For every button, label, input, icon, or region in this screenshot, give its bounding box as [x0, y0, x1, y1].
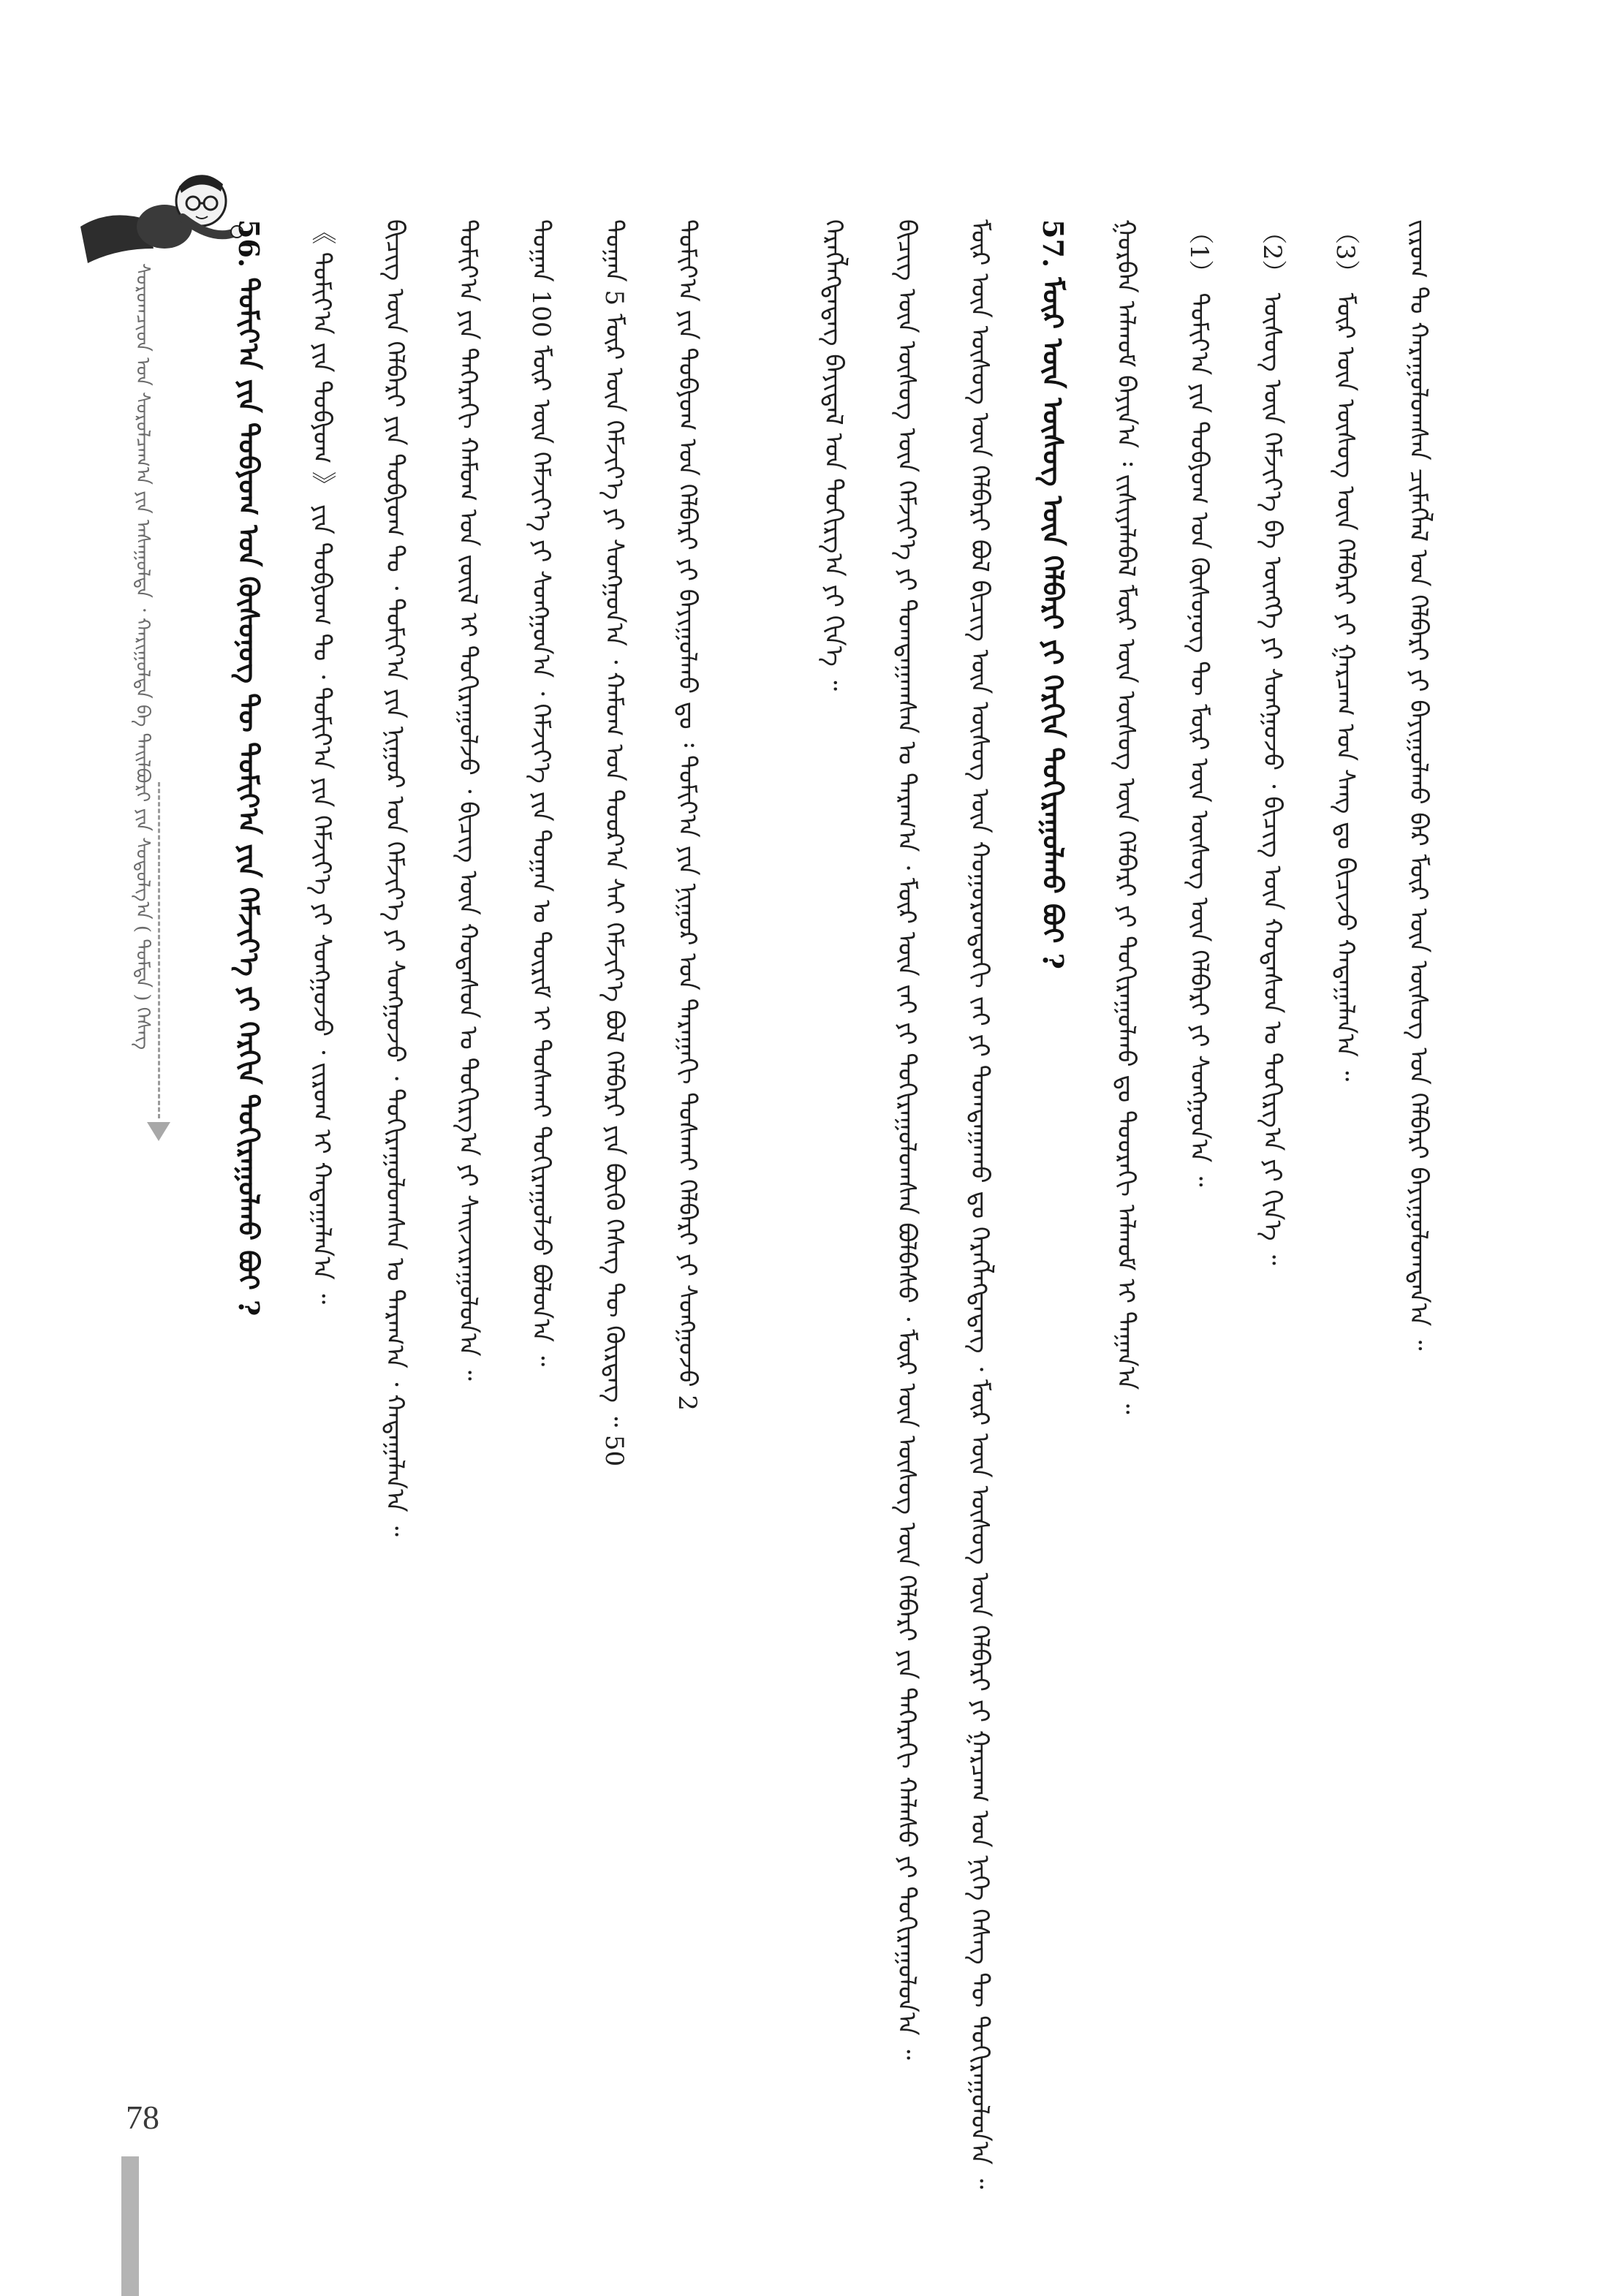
running-head-text: ᠰᠤᠷᠤᠭᠴᠢᠳ ᠤᠨ ᠰᠤᠷᠤᠯᠴᠠᠭ᠎ᠠ ᠶᠢᠨ ᠠᠰᠠᠭᠤᠯᠲᠠ ᠂ ᠬᠠᠷᠢᠭᠤᠯᠲᠠ ᠪᠠ ᠲᠠᠢᠯᠪᠤᠷᠢ ᠶᠢᠨ ᠰᠤᠳᠤᠯᠭ᠎ᠠ ( ᠳᠤᠮᠳᠠ ) ᠬᠡᠰᠡᠭ	[132, 263, 154, 1050]
page-number: 78	[126, 2099, 159, 2136]
text-column: ᠪᠢᠴᠢᠭ ᠦᠨ ᠬᠡᠯᠪᠡᠷᠢ ᠶᠢᠨ ᠲᠣᠪᠶᠣᠭ ᠲᠤ ᠂ ᠲᠣᠮᠢᠶ᠎ᠠ ᠶᠢᠨ ᠨᠢᠭᠤᠷ ᠤᠨ ᠬᠡᠮᠵᠢᠶ᠎ᠡ ᠶᠢ ᠰᠣᠩᠭᠣᠵᠤ ᠂ ᠲᠣᠬᠢᠷᠠᠭᠤᠯᠤᠭᠰᠠᠨ ᠤ ᠳᠠᠷᠠᠭ᠎ᠠ ᠂ ᠬᠠᠳᠠᠭᠠᠯᠠᠨ᠎ᠠ ᠃	[380, 219, 409, 1537]
text-column: ᠮᠥᠷ ᠦᠨ ᠦᠰᠦᠭ ᠦᠨ ᠬᠡᠯᠪᠡᠷᠢ ᠪᠣᠯ ᠪᠢᠴᠢᠭ ᠦᠨ ᠦᠰᠦᠭ ᠦᠨ ᠬᠣᠭᠣᠷᠣᠨᠳᠣᠬᠢ ᠵᠠᠢ ᠶᠢ ᠲᠣᠭᠲᠠᠭᠠᠬᠤ ᠳᠤ ᠬᠡᠷᠡᠭᠯᠡᠭᠳᠡᠳᠡᠭ ᠂ ᠮᠥᠷ ᠦᠨ ᠦᠰᠦᠭ ᠦᠨ ᠬᠡᠯᠪᠡᠷᠢ ᠶᠢ ᠭᠠᠷᠴᠠᠭ ᠤᠨ ᠨᠢᠭᠡ ᠬᠡᠰᠡᠭ ᠲᠦ ᠲᠣᠬᠢᠷᠠᠭᠤᠯᠤᠨ᠎ᠠ ᠃	[965, 219, 994, 2189]
text-column: （2） ᠦᠰᠦᠭ ᠦᠨ ᠬᠡᠮᠵᠢᠶ᠎ᠡ ᠪᠠ ᠥᠩᠭᠡ ᠶᠢ ᠰᠣᠩᠭᠣᠵᠤ ᠂ ᠪᠢᠴᠢᠭ ᠦᠨ ᠬᠤᠳᠠᠰᠤᠨ ᠤ ᠲᠣᠬᠢᠷᠭ᠎ᠠ ᠶᠢ ᠬᠢᠨ᠎ᠡ ᠃	[1257, 219, 1287, 1265]
text-column	[738, 219, 782, 2193]
text-column: （3） ᠮᠥᠷ ᠦᠨ ᠦᠰᠦᠭ ᠦᠨ ᠬᠡᠯᠪᠡᠷᠢ ᠶᠢ ᠭᠠᠷᠴᠠᠭ ᠤᠨ ᠰᠠᠩ ᠳᠤ ᠪᠢᠴᠢᠵᠦ ᠬᠠᠳᠠᠭᠠᠯᠠᠨ᠎ᠠ ᠃	[1331, 219, 1360, 1082]
running-head-divider	[158, 782, 160, 1118]
text-column: ᠲᠣᠭᠠᠨ 100 ᠮᠦᠷ ᠦᠨ ᠬᠡᠮᠵᠢᠶ᠎ᠡ ᠶᠢ ᠰᠣᠩᠭᠣᠨ᠎ᠠ ᠂ ᠬᠡᠮᠵᠢᠶ᠎ᠡ ᠶᠢᠨ ᠲᠣᠭᠠᠨ ᠤ ᠳᠦᠷᠢᠮ ᠢ ᠲᠤᠰᠬᠠᠢ ᠲᠣᠬᠢᠷᠠᠭᠤᠯᠵᠤ ᠪᠣᠯᠣᠨ᠎ᠠ ᠃	[526, 219, 556, 1367]
text-column: ᠬᠡᠷᠡᠭᠯᠡᠭᠳᠡᠳᠡᠭ ᠪᠠᠶᠢᠳᠠᠯ ᠤᠨ ᠲᠣᠬᠢᠷᠭ᠎ᠠ ᠶᠢ ᠬᠢᠨ᠎ᠡ ᠃	[819, 219, 848, 691]
text-column: 《 ᠲᠣᠮᠢᠶ᠎ᠠ ᠶᠢᠨ ᠲᠣᠪᠶᠣᠭ 》 ᠶᠢᠨ ᠲᠣᠪᠶᠣᠭ ᠲᠤ ᠂ ᠲᠣᠮᠢᠶ᠎ᠠ ᠶᠢᠨ ᠬᠡᠮᠵᠢᠶ᠎ᠡ ᠶᠢ ᠰᠣᠩᠭᠣᠵᠤ ᠂ ᠵᠢᠷᠤᠭ ᠢ ᠬᠠᠳᠠᠭᠠᠯᠠᠨ᠎ᠠ ᠃	[307, 219, 336, 1305]
margin-bar	[121, 2156, 139, 2296]
text-column: （1） ᠲᠣᠮᠢᠶ᠎ᠠ ᠶᠢᠨ ᠲᠣᠪᠶᠣᠭ ᠤᠨ ᠬᠦᠰᠦᠨᠦᠭ ᠲᠦ ᠮᠥᠷ ᠦᠨ ᠦᠰᠦᠭ ᠦᠨ ᠬᠡᠯᠪᠡᠷᠢ ᠶᠢ ᠰᠣᠩᠭᠣᠨ᠎ᠠ ᠃	[1184, 219, 1214, 1187]
question-heading: 57. ᠮᠥᠷ ᠦᠨ ᠦᠰᠦᠭ ᠦᠨ ᠬᠡᠯᠪᠡᠷᠢ ᠶᠢ ᠬᠡᠷᠬᠢᠨ ᠲᠣᠬᠢᠷᠠᠭᠤᠯᠬᠤ ᠪᠣᠢ ?	[1037, 219, 1070, 969]
text-column: ᠭᠤᠷᠪᠠᠨ ᠠᠯᠬᠤᠮ ᠪᠠᠶᠢᠨ᠎ᠠ ᠄ ᠵᠢᠱᠢᠶᠡᠯᠡᠪᠡᠯ ᠮᠥᠷ ᠦᠨ ᠦᠰᠦᠭ ᠦᠨ ᠬᠡᠯᠪᠡᠷᠢ ᠶᠢ ᠲᠣᠬᠢᠷᠠᠭᠤᠯᠬᠤ ᠳᠤ ᠳᠣᠣᠷᠠᠬᠢ ᠠᠯᠬᠤᠮ ᠢ ᠳᠠᠭᠠᠨ᠎ᠠ ᠃	[1111, 219, 1140, 1414]
question-heading: 56. ᠲᠣᠮᠢᠶ᠎ᠠ ᠶᠢᠨ ᠲᠣᠪᠶᠣᠭ ᠤᠨ ᠬᠦᠰᠦᠨᠦᠭ ᠲᠦ ᠲᠣᠮᠢᠶ᠎ᠠ ᠶᠢᠨ ᠬᠡᠮᠵᠢᠶ᠎ᠡ ᠶᠢ ᠬᠡᠷᠬᠢᠨ ᠲᠣᠬᠢᠷᠠᠭᠤᠯᠬᠤ ᠪᠣᠢ ?	[232, 219, 265, 1316]
text-column: ᠲᠣᠮᠢᠶ᠎ᠠ ᠶᠢᠨ ᠳᠡᠭᠡᠷᠡᠬᠢ ᠬᠠᠮᠤᠭ ᠤᠨ ᠵᠦᠢᠯ ᠢ ᠲᠣᠬᠢᠷᠠᠭᠤᠯᠵᠤ ᠂ ᠪᠢᠴᠢᠭ ᠦᠨ ᠬᠤᠳᠠᠰᠤᠨ ᠤ ᠲᠣᠬᠢᠷᠭ᠎ᠠ ᠶᠢ ᠰᠠᠢᠵᠢᠷᠠᠭᠤᠯᠤᠨ᠎ᠠ ᠃	[453, 219, 483, 1381]
text-column: ᠵᠢᠷᠤᠭ ᠲᠤ ᠬᠠᠷᠠᠭᠤᠯᠤᠭᠰᠠᠨ ᠴᠢᠮᠡᠭᠯᠡᠯ ᠤᠨ ᠬᠡᠯᠪᠡᠷᠢ ᠶᠢ ᠪᠠᠶᠢᠭᠤᠯᠬᠤ ᠪᠡᠷ ᠮᠥᠷ ᠦᠨ ᠦᠰᠦᠭ ᠤᠨ ᠬᠡᠯᠪᠡᠷᠢ ᠪᠠᠶᠢᠭᠤᠯᠤᠭᠳᠠᠨ᠎ᠠ ᠃	[1404, 219, 1433, 1351]
text-column: ᠪᠢᠴᠢᠭ ᠦᠨ ᠦᠰᠦᠭ ᠦᠨ ᠬᠡᠮᠵᠢᠶ᠎ᠡ ᠶᠢ ᠲᠣᠭᠲᠠᠭᠠᠭᠰᠠᠨ ᠤ ᠳᠠᠷᠠᠭ᠎ᠠ ᠂ ᠮᠥᠷ ᠦᠨ ᠵᠠᠢ ᠶᠢ ᠲᠣᠬᠢᠷᠠᠭᠤᠯᠤᠭᠰᠠᠨ ᠪᠣᠯᠪᠠᠰᠤ ᠂ ᠮᠥᠷ ᠦᠨ ᠦᠰᠦᠭ ᠦᠨ ᠬᠡᠯᠪᠡᠷᠢ ᠶᠢᠨ ᠳᠡᠭᠡᠷᠡᠬᠢ ᠬᠠᠯᠠᠰᠤ ᠶᠢ ᠲᠣᠬᠢᠷᠠᠭᠤᠯᠤᠨ᠎ᠠ ᠃	[892, 219, 921, 2060]
triangle-marker-icon	[147, 1122, 170, 1141]
text-column: ᠲᠣᠮᠢᠶ᠎ᠠ ᠶᠢᠨ ᠲᠣᠪᠶᠣᠭ ᠤᠨ ᠬᠡᠯᠪᠡᠷᠢ ᠶᠢ ᠪᠠᠶᠢᠭᠤᠯᠬᠤ ᠳᠤ ᠄ ᠲᠣᠮᠢᠶ᠎ᠠ ᠶᠢᠨ ᠨᠢᠭᠤᠷ ᠤᠨ ᠳᠠᠷᠠᠭᠠᠬᠢ ᠲᠤᠰᠬᠠᠢ ᠬᠡᠯᠪᠡᠷᠢ ᠶᠢ ᠰᠣᠩᠭᠣᠵᠤ 2	[673, 219, 702, 1412]
text-column: ᠲᠣᠭᠠᠨ 5 ᠮᠦᠷ ᠦᠨ ᠬᠡᠮᠵᠢᠶ᠎ᠡ ᠶᠢ ᠰᠣᠩᠭᠣᠨ᠎ᠠ ᠂ ᠬᠠᠮᠤᠭ ᠤᠨ ᠳᠣᠣᠷ᠎ᠠ ᠰᠠᠢ ᠬᠡᠮᠵᠢᠶ᠎ᠡ ᠪᠣᠯ ᠬᠡᠯᠪᠡᠷᠢ ᠶᠢᠨ ᠪᠦᠬᠦ ᠬᠡᠰᠡᠭ ᠲᠦ ᠬᠦᠷᠳᠡᠭ ᠃ 50	[599, 219, 629, 1467]
body-text	[212, 219, 1455, 2193]
